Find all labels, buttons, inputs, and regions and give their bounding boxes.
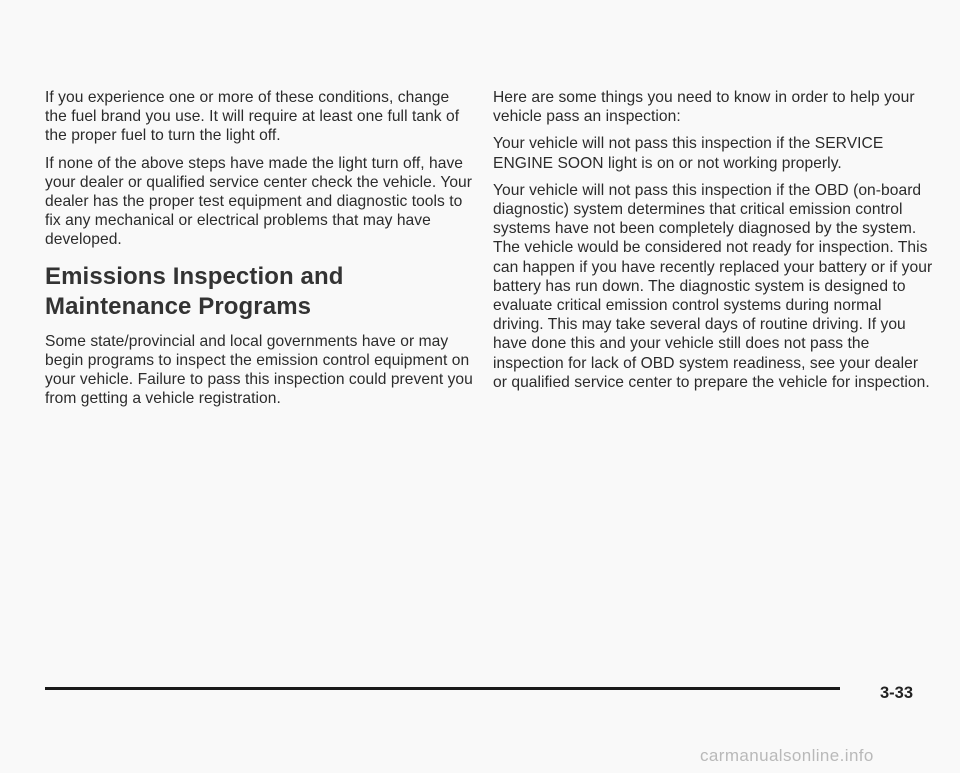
left-column [45,88,475,416]
paragraph-fuel-brand: If you experience one or more of these conditions, change the fuel brand you use. It will require at least one full tank of the proper fuel to turn the light off. [45,89,460,145]
paragraph-service-light: Your vehicle will not pass this inspection if the SERVICE ENGINE SOON light is on or not working properly. [493,135,884,172]
section-heading: Emissions Inspection and Maintenance Programs [45,262,344,320]
paragraph-dealer-check: If none of the above steps have made the light turn off, have your dealer or qualified service center check the vehicle. Your dealer has the proper test equipment and diagnostic tools to fix any mechanical or electrical problems that may have developed. [45,154,473,249]
footer-rule [45,687,840,690]
page-number: 3-33 [880,684,914,702]
paragraph-obd-readiness: Your vehicle will not pass this inspection if the OBD (on-board diagnostic) system determines that critical emission control systems have not been completely diagnosed by the system. The vehicle would be considered not ready for inspection. This can happen if you have recently replaced your battery or if your battery has run down. The diagnostic system is designed to evaluate critical emission control systems during normal driving. This may take several days of routine driving. If you have done this and your vehicle still does not pass the inspection for lack of OBD system readiness, see your dealer or qualified service center to prepare the vehicle for inspection. [493,181,933,391]
paragraph-inspection-intro: Here are some things you need to know in order to help your vehicle pass an inspection: [493,89,915,126]
paragraph-inspection-programs: Some state/provincial and local governments have or may begin programs to inspect the emission control equipment on your vehicle. Failure to pass this inspection could prevent you from getting a vehicle registration. [45,332,473,408]
right-column [493,88,933,400]
watermark: carmanualsonline.info [700,746,874,765]
